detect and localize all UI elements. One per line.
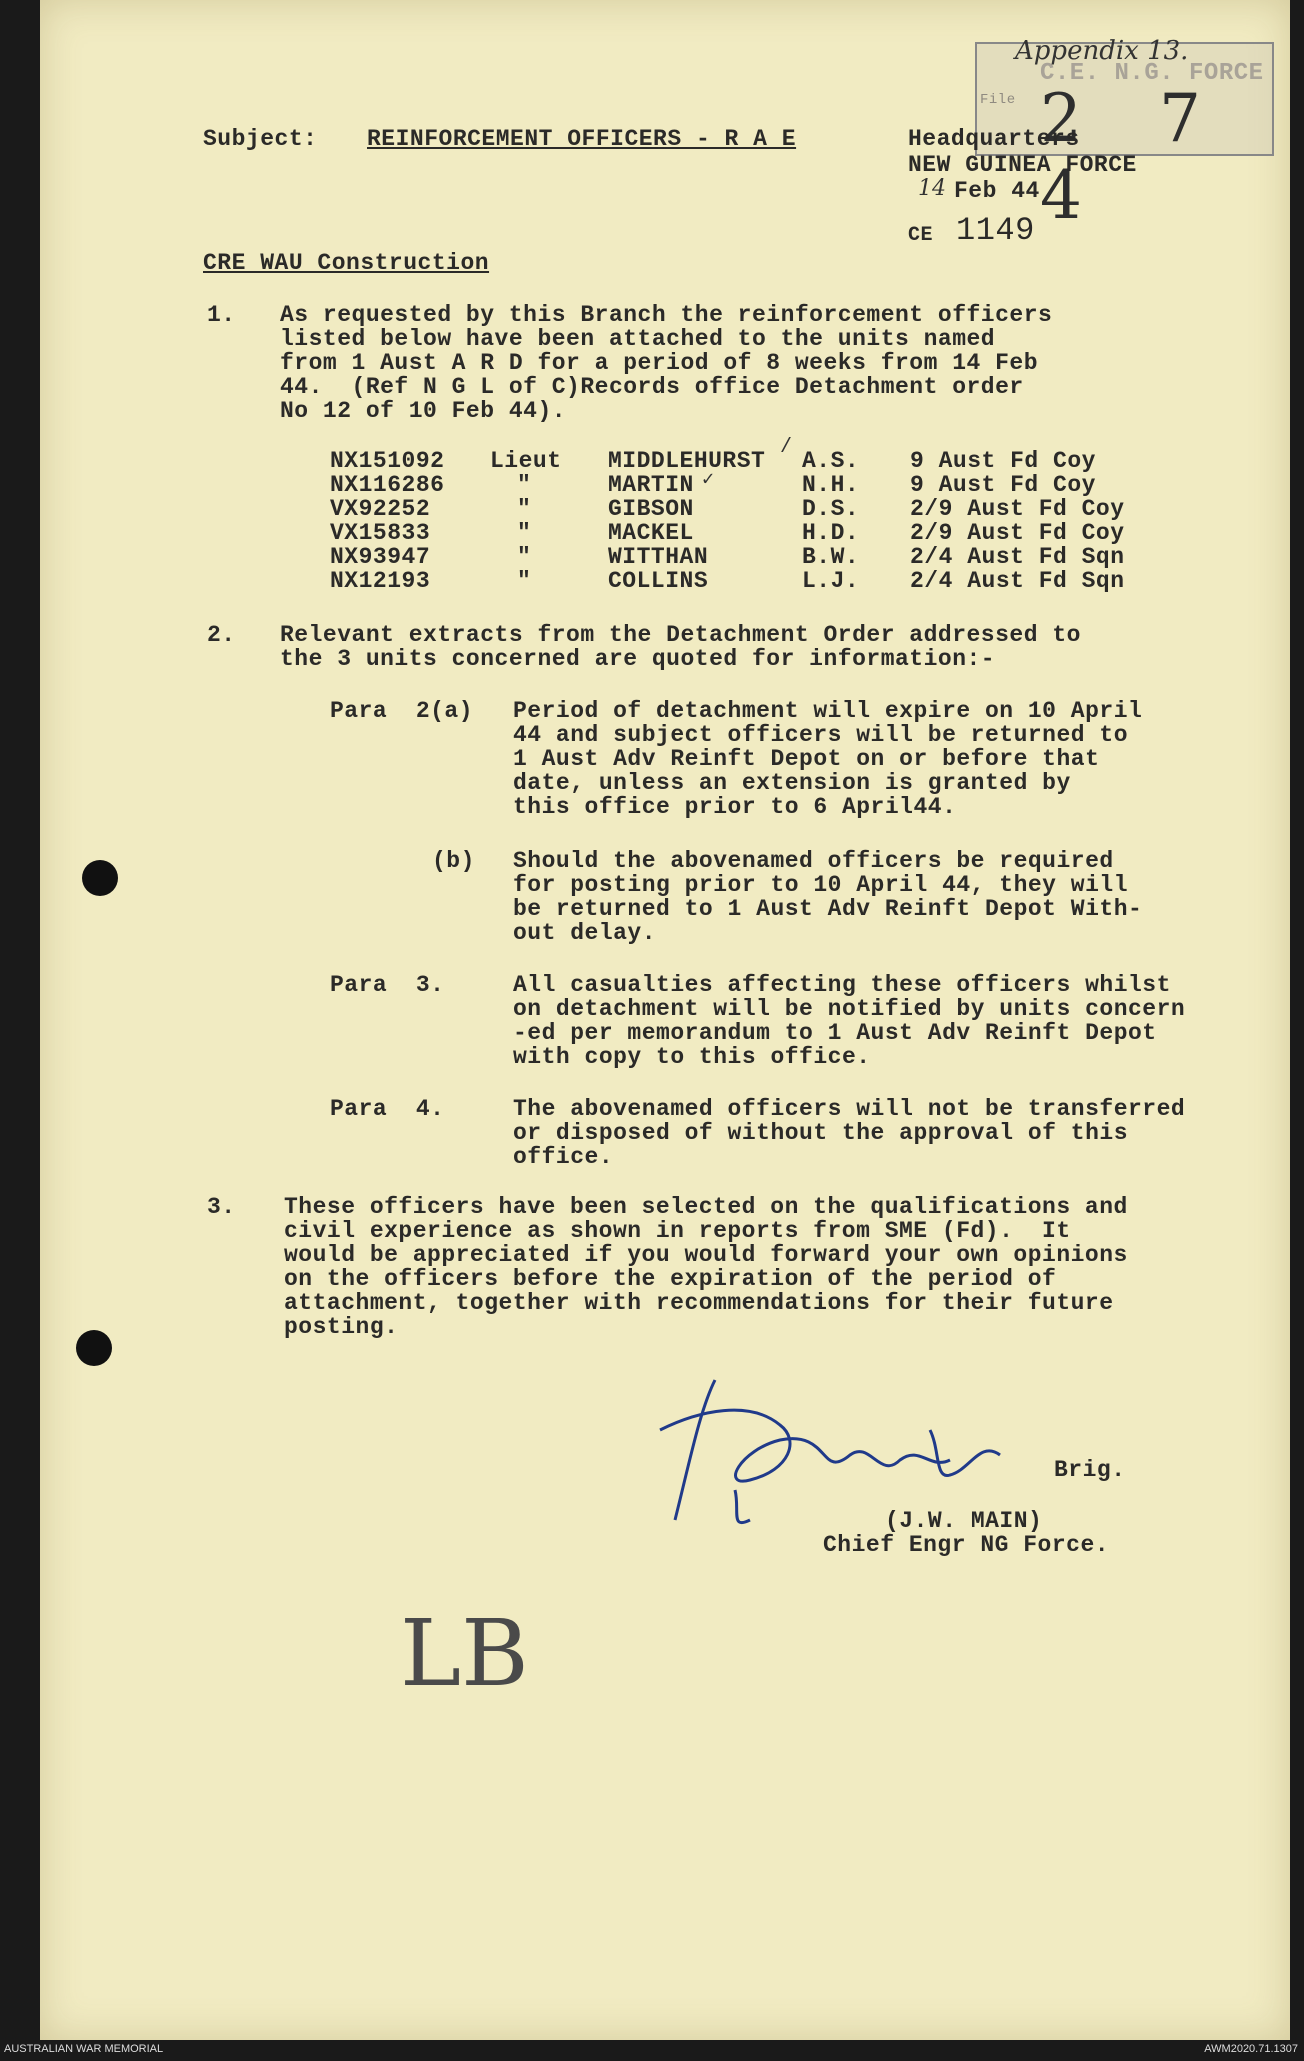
- sub-para-line: All casualties affecting these officers whilst: [513, 972, 1171, 998]
- signatory-name: (J.W. MAIN): [885, 1508, 1043, 1534]
- officer-rank: ": [517, 568, 532, 594]
- footer-id: AWM2020.71.1307: [1204, 2043, 1298, 2055]
- sub-para-line: be returned to 1 Aust Adv Reinft Depot With-: [513, 896, 1143, 922]
- officer-rank: ": [517, 544, 532, 570]
- officer-initials: A.S.: [802, 448, 860, 474]
- stamp-file-label: File: [980, 92, 1016, 108]
- punch-hole: [82, 860, 118, 896]
- hq-line2: NEW GUINEA FORCE: [908, 152, 1137, 178]
- officer-rank: ": [517, 496, 532, 522]
- officer-number: NX116286: [330, 472, 445, 498]
- sub-para-line: date, unless an extension is granted by: [513, 770, 1071, 796]
- para3-number: 3.: [207, 1194, 236, 1220]
- officer-number: NX12193: [330, 568, 431, 594]
- sub-para-line: -ed per memorandum to 1 Aust Adv Reinft Depot: [513, 1020, 1157, 1046]
- officer-name: MACKEL: [608, 520, 694, 546]
- footer-source: AUSTRALIAN WAR MEMORIAL: [4, 2043, 164, 2055]
- officer-rank: ": [517, 472, 532, 498]
- signatory-title: Chief Engr NG Force.: [823, 1532, 1110, 1558]
- para1-number: 1.: [207, 302, 236, 328]
- officer-name: MARTIN: [608, 472, 694, 498]
- sub-para-line: 1 Aust Adv Reinft Depot on or before that: [513, 746, 1100, 772]
- sub-para-line: office.: [513, 1144, 614, 1170]
- officer-number: VX15833: [330, 520, 431, 546]
- officer-unit: 9 Aust Fd Coy: [910, 448, 1096, 474]
- sub-para-label: Para 2(a): [330, 698, 474, 724]
- addressee: CRE WAU Construction: [203, 250, 490, 276]
- para2-line: the 3 units concerned are quoted for information:-: [280, 646, 996, 672]
- officer-unit: 2/9 Aust Fd Coy: [910, 520, 1125, 546]
- document-page: [40, 0, 1290, 2040]
- officer-name: COLLINS: [608, 568, 709, 594]
- signatory-rank: Brig.: [1054, 1457, 1126, 1483]
- officer-name: GIBSON: [608, 496, 694, 522]
- para1-line: listed below have been attached to the units named: [280, 326, 996, 352]
- officer-initials: N.H.: [802, 472, 860, 498]
- officer-number: NX151092: [330, 448, 445, 474]
- para3-line: These officers have been selected on the qualifications and: [284, 1194, 1128, 1220]
- sub-para-line: Period of detachment will expire on 10 April: [513, 698, 1143, 724]
- para2-number: 2.: [207, 622, 236, 648]
- officer-number: NX93947: [330, 544, 431, 570]
- subject-label: Subject:: [203, 126, 318, 152]
- officer-initials: D.S.: [802, 496, 860, 522]
- ref-prefix: CE: [908, 224, 934, 247]
- stamp-faded-text: C.E. N.G. FORCE: [1040, 60, 1264, 87]
- date: Feb 44: [954, 178, 1040, 204]
- officer-initials: H.D.: [802, 520, 860, 546]
- sub-para-line: for posting prior to 10 April 44, they will: [513, 872, 1128, 898]
- file-number: 2 7 4: [1040, 80, 1229, 234]
- sub-para-line: on detachment will be notified by units concern: [513, 996, 1186, 1022]
- hq-line1: Headquarters: [908, 126, 1080, 152]
- officer-rank: Lieut: [490, 448, 562, 474]
- sub-para-label: (b): [432, 848, 475, 874]
- sub-para-label: Para 3.: [330, 972, 445, 998]
- subject-title: REINFORCEMENT OFFICERS - R A E: [367, 126, 797, 152]
- sub-para-line: 44 and subject officers will be returned to: [513, 722, 1128, 748]
- para1-line: from 1 Aust A R D for a period of 8 weeks from 14 Feb: [280, 350, 1039, 376]
- punch-hole: [76, 1330, 112, 1366]
- para3-line: on the officers before the expiration of the period of: [284, 1266, 1057, 1292]
- check-mark-icon: /: [780, 436, 793, 459]
- sub-para-line: Should the abovenamed officers be required: [513, 848, 1114, 874]
- sub-para-line: out delay.: [513, 920, 657, 946]
- officer-unit: 9 Aust Fd Coy: [910, 472, 1096, 498]
- ref-number: 1149: [956, 212, 1035, 249]
- para3-line: attachment, together with recommendations for their future: [284, 1290, 1114, 1316]
- officer-number: VX92252: [330, 496, 431, 522]
- officer-unit: 2/4 Aust Fd Sqn: [910, 568, 1125, 594]
- officer-name: MIDDLEHURST: [608, 448, 766, 474]
- sub-para-line: or disposed of without the approval of this: [513, 1120, 1128, 1146]
- sub-para-label: Para 4.: [330, 1096, 445, 1122]
- para3-line: posting.: [284, 1314, 399, 1340]
- para1-line: No 12 of 10 Feb 44).: [280, 398, 567, 424]
- sub-para-line: with copy to this office.: [513, 1044, 871, 1070]
- para1-line: As requested by this Branch the reinforcement officers: [280, 302, 1053, 328]
- lb-annotation: LB: [400, 1600, 529, 1707]
- para1-line: 44. (Ref N G L of C)Records office Detachment order: [280, 374, 1024, 400]
- para3-line: civil experience as shown in reports from SME (Fd). It: [284, 1218, 1071, 1244]
- para3-line: would be appreciated if you would forward your own opinions: [284, 1242, 1128, 1268]
- officer-name: WITTHAN: [608, 544, 709, 570]
- appendix-note: Appendix 13.: [1015, 36, 1189, 66]
- check-mark-icon: ✓: [702, 469, 715, 492]
- date-handwritten: 14: [918, 176, 946, 201]
- officer-unit: 2/4 Aust Fd Sqn: [910, 544, 1125, 570]
- para2-line: Relevant extracts from the Detachment Order addressed to: [280, 622, 1081, 648]
- officer-initials: L.J.: [802, 568, 860, 594]
- sub-para-line: this office prior to 6 April44.: [513, 794, 957, 820]
- officer-initials: B.W.: [802, 544, 860, 570]
- officer-rank: ": [517, 520, 532, 546]
- sub-para-line: The abovenamed officers will not be transferred: [513, 1096, 1186, 1122]
- officer-unit: 2/9 Aust Fd Coy: [910, 496, 1125, 522]
